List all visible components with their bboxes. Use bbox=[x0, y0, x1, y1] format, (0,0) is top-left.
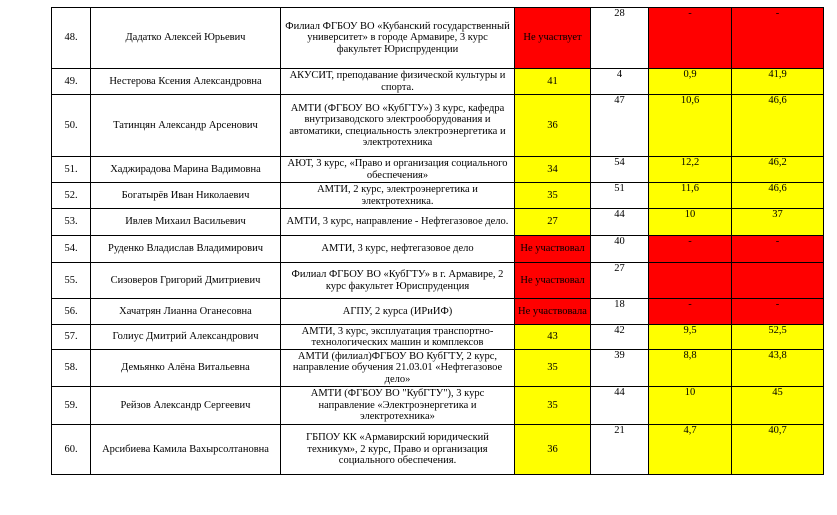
value-cell-2: 10,6 bbox=[649, 95, 732, 157]
participant-name: Нестерова Ксения Александровна bbox=[91, 69, 281, 95]
institution-cell: Филиал ФГБОУ ВО «КубГТУ» в г. Армавире, 2 курс факультет Юриспруденция bbox=[281, 263, 515, 299]
value-cell-1: 42 bbox=[591, 325, 649, 350]
value-cell-3: 52,5 bbox=[732, 325, 824, 350]
value-cell-2: - bbox=[649, 299, 732, 325]
row-number: 53. bbox=[52, 209, 91, 236]
institution-cell: АГПУ, 2 курса (ИРиИФ) bbox=[281, 299, 515, 325]
participant-name: Дадатко Алексей Юрьевич bbox=[91, 8, 281, 69]
value-cell-3: 43,8 bbox=[732, 350, 824, 387]
row-number: 58. bbox=[52, 350, 91, 387]
institution-cell: АМТИ, 3 курс, нефтегазовое дело bbox=[281, 236, 515, 263]
row-number: 50. bbox=[52, 95, 91, 157]
participant-name: Ивлев Михаил Васильевич bbox=[91, 209, 281, 236]
score-cell: Не участвовала bbox=[515, 299, 591, 325]
value-cell-2 bbox=[649, 263, 732, 299]
value-cell-3: 37 bbox=[732, 209, 824, 236]
value-cell-2: - bbox=[649, 236, 732, 263]
participant-name: Сизоверов Григорий Дмитриевич bbox=[91, 263, 281, 299]
institution-cell: АМТИ (ФГБОУ ВО "КубГТУ"), 3 курс направление «Электроэнергетика и электротехника» bbox=[281, 387, 515, 425]
value-cell-3: 46,6 bbox=[732, 183, 824, 209]
score-cell: 27 bbox=[515, 209, 591, 236]
value-cell-1: 27 bbox=[591, 263, 649, 299]
table-row bbox=[52, 299, 824, 325]
table-row bbox=[52, 263, 824, 299]
participant-name: Голиус Дмитрий Александрович bbox=[91, 325, 281, 350]
value-cell-3: 46,6 bbox=[732, 95, 824, 157]
institution-cell: АЮТ, 3 курс, «Право и организация социального обеспечения» bbox=[281, 157, 515, 183]
row-number: 54. bbox=[52, 236, 91, 263]
value-cell-1: 51 bbox=[591, 183, 649, 209]
row-number: 57. bbox=[52, 325, 91, 350]
institution-cell: Филиал ФГБОУ ВО «Кубанский государственный университет» в городе Армавире, 3 курс факультет Юриспруденции bbox=[281, 8, 515, 69]
score-cell: 34 bbox=[515, 157, 591, 183]
participants-table bbox=[51, 7, 824, 475]
table-row bbox=[52, 387, 824, 425]
row-number: 51. bbox=[52, 157, 91, 183]
value-cell-2: 11,6 bbox=[649, 183, 732, 209]
table-row bbox=[52, 157, 824, 183]
value-cell-3: 45 bbox=[732, 387, 824, 425]
score-cell: Не участвовал bbox=[515, 263, 591, 299]
participant-name: Руденко Владислав Владимирович bbox=[91, 236, 281, 263]
participant-name: Хачатрян Лианна Оганесовна bbox=[91, 299, 281, 325]
table-row bbox=[52, 236, 824, 263]
value-cell-2: 12,2 bbox=[649, 157, 732, 183]
score-cell: 35 bbox=[515, 387, 591, 425]
value-cell-3: 41,9 bbox=[732, 69, 824, 95]
institution-cell: АКУСИТ, преподавание физической культуры и спорта. bbox=[281, 69, 515, 95]
institution-cell: ГБПОУ КК «Армавирский юридический техникум», 2 курс, Право и организация социального обеспечения. bbox=[281, 425, 515, 475]
value-cell-1: 18 bbox=[591, 299, 649, 325]
table-row bbox=[52, 425, 824, 475]
table-row bbox=[52, 69, 824, 95]
table-row bbox=[52, 183, 824, 209]
value-cell-2: 10 bbox=[649, 387, 732, 425]
participant-name: Хаджирадова Марина Вадимовна bbox=[91, 157, 281, 183]
value-cell-2: 4,7 bbox=[649, 425, 732, 475]
score-cell: 35 bbox=[515, 350, 591, 387]
participant-name: Богатырёв Иван Николаевич bbox=[91, 183, 281, 209]
value-cell-1: 21 bbox=[591, 425, 649, 475]
score-cell: 36 bbox=[515, 425, 591, 475]
value-cell-3: - bbox=[732, 299, 824, 325]
row-number: 52. bbox=[52, 183, 91, 209]
participant-name: Демьянко Алёна Витальевна bbox=[91, 350, 281, 387]
institution-cell: АМТИ, 3 курс, эксплуатация транспортно-технологических машин и комплексов bbox=[281, 325, 515, 350]
value-cell-1: 54 bbox=[591, 157, 649, 183]
value-cell-1: 47 bbox=[591, 95, 649, 157]
value-cell-3 bbox=[732, 263, 824, 299]
value-cell-1: 4 bbox=[591, 69, 649, 95]
value-cell-2: 10 bbox=[649, 209, 732, 236]
value-cell-1: 39 bbox=[591, 350, 649, 387]
institution-cell: АМТИ (филиал)ФГБОУ ВО КубГТУ, 2 курс, направление обучения 21.03.01 «Нефтегазовое дело» bbox=[281, 350, 515, 387]
value-cell-3: - bbox=[732, 236, 824, 263]
score-cell: Не участвовал bbox=[515, 236, 591, 263]
value-cell-3: - bbox=[732, 8, 824, 69]
value-cell-1: 40 bbox=[591, 236, 649, 263]
institution-cell: АМТИ (ФГБОУ ВО «КубГТУ») 3 курс, кафедра внутризаводского электрооборудования и автоматики, специальность электроэнергетика и электротехника bbox=[281, 95, 515, 157]
table-row bbox=[52, 8, 824, 69]
value-cell-1: 44 bbox=[591, 387, 649, 425]
score-cell: Не участвует bbox=[515, 8, 591, 69]
table-row bbox=[52, 325, 824, 350]
institution-cell: АМТИ, 2 курс, электроэнергетика и электротехника. bbox=[281, 183, 515, 209]
row-number: 56. bbox=[52, 299, 91, 325]
participant-name: Арсибиева Камила Вахырсолтановна bbox=[91, 425, 281, 475]
score-cell: 41 bbox=[515, 69, 591, 95]
value-cell-2: 0,9 bbox=[649, 69, 732, 95]
participant-name: Рейзов Александр Сергеевич bbox=[91, 387, 281, 425]
table-body bbox=[52, 8, 824, 475]
value-cell-3: 40,7 bbox=[732, 425, 824, 475]
institution-cell: АМТИ, 3 курс, направление - Нефтегазовое дело. bbox=[281, 209, 515, 236]
participant-name: Татинцян Александр Арсенович bbox=[91, 95, 281, 157]
row-number: 55. bbox=[52, 263, 91, 299]
table-row bbox=[52, 95, 824, 157]
table-row bbox=[52, 209, 824, 236]
value-cell-3: 46,2 bbox=[732, 157, 824, 183]
row-number: 59. bbox=[52, 387, 91, 425]
score-cell: 43 bbox=[515, 325, 591, 350]
row-number: 49. bbox=[52, 69, 91, 95]
row-number: 48. bbox=[52, 8, 91, 69]
value-cell-1: 44 bbox=[591, 209, 649, 236]
value-cell-2: - bbox=[649, 8, 732, 69]
value-cell-1: 28 bbox=[591, 8, 649, 69]
score-cell: 35 bbox=[515, 183, 591, 209]
value-cell-2: 8,8 bbox=[649, 350, 732, 387]
table-row bbox=[52, 350, 824, 387]
score-cell: 36 bbox=[515, 95, 591, 157]
row-number: 60. bbox=[52, 425, 91, 475]
value-cell-2: 9,5 bbox=[649, 325, 732, 350]
